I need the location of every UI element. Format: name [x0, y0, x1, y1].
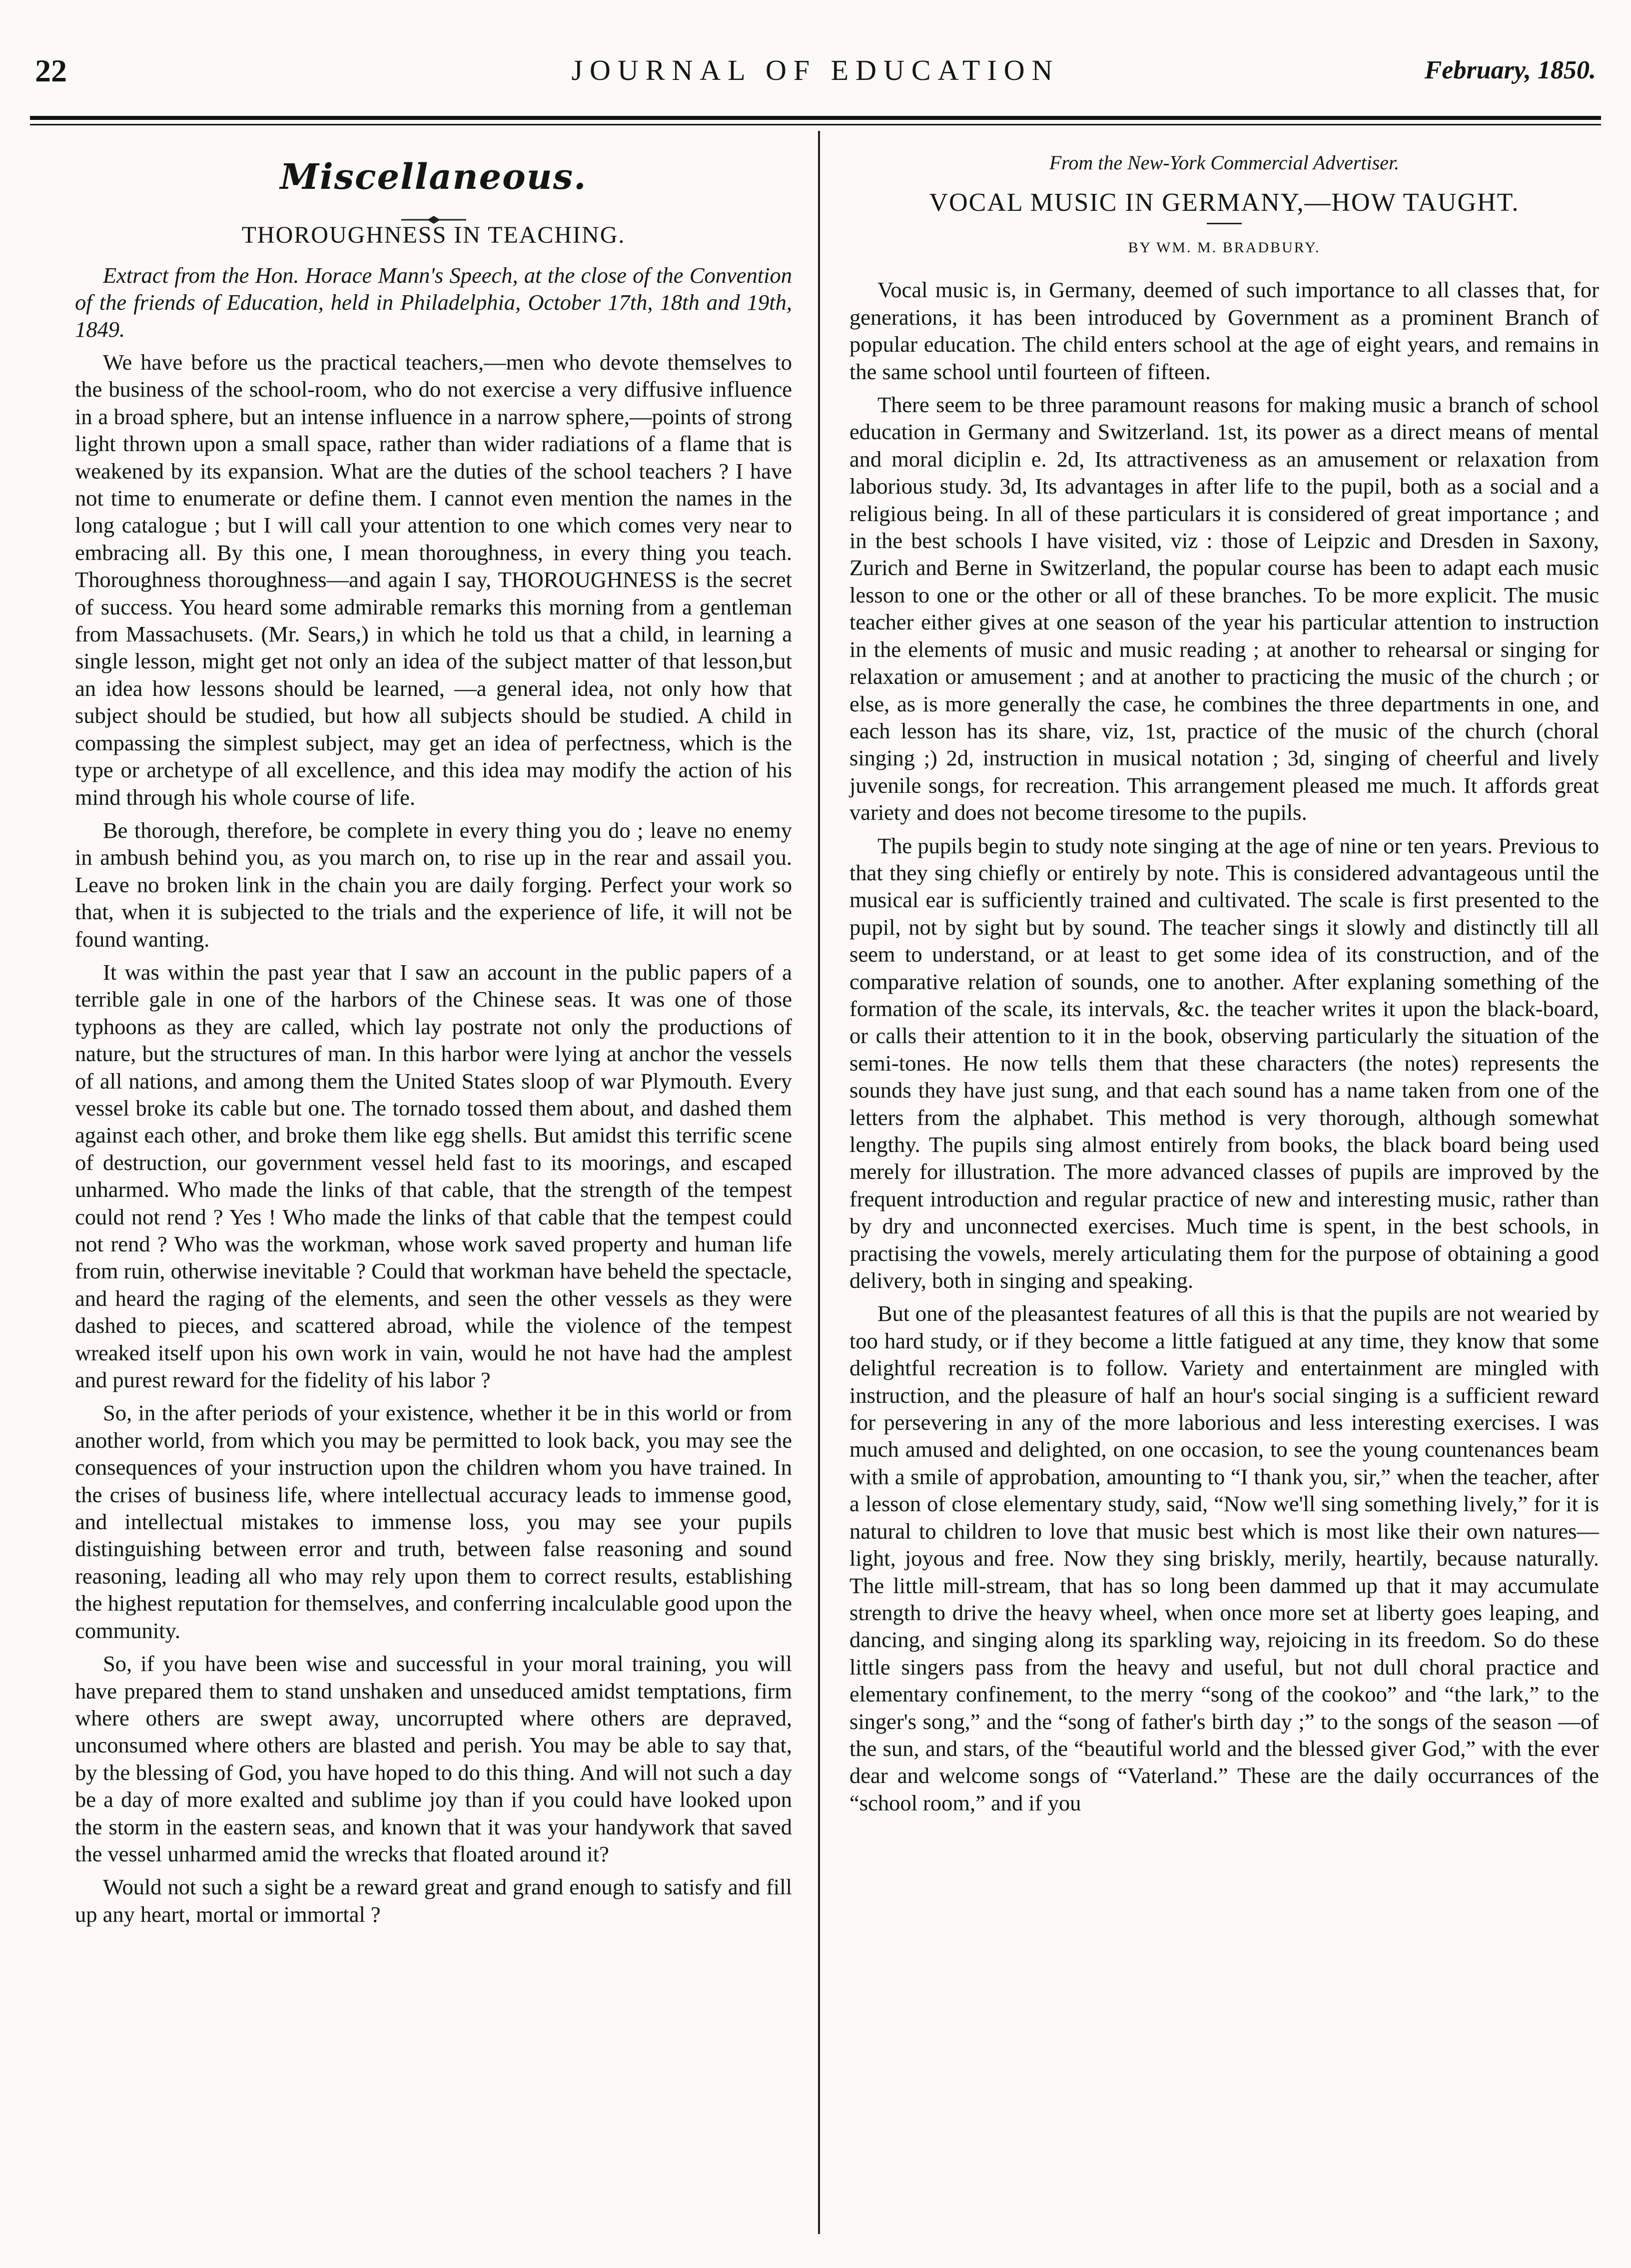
paragraph: It was within the past year that I saw an account in the public papers of a terrible gale in one of the harbors of the Chinese seas. It was one of those typhoons as they are called, which lay postrate not only the productions of nature, but the structures of man. In this harbor were lying at anchor the vessels of all nations, and among them the United States sloop of war Plymouth. Every vessel broke its cable but one. The tornado tossed them about, and dashed them against each other, and broke them like egg shells. But amidst this terrific scene of destruction, our government vessel held fast to its moorings, and escaped unharmed. Who made the links of that cable, that the strength of the tempest could not rend ? Yes ! Who made the links of that cable that the tempest could not rend ? Who was the workman, whose work saved property and human life from ruin, otherwise inevitable ? Could that workman have beheld the spectacle, and heard the raging of the elements, and seen the other vessels as they were dashed to pieces, and scattered abroad, while the violence of the tempest wreaked itself upon his own work in vain, would he not have had the amplest and purest reward for the fidelity of his labor ? — [75, 959, 792, 1393]
article-title: VOCAL MUSIC IN GERMANY,—HOW TAUGHT. — [929, 188, 1520, 217]
extract-note: Extract from the Hon. Horace Mann's Speech, at the close of the Convention of the friends of Education, held in Philadelphia, October 17th, 18th and 19th, 1849. — [75, 263, 792, 342]
paragraph: Vocal music is, in Germany, deemed of such importance to all classes that, for generations, it has been introduced by Government as a prominent Branch of popular education. The child enters school at the age of eight years, and remains in the same school until fourteen of fifteen. — [849, 277, 1599, 384]
issue-date: February, 1850. — [1424, 56, 1596, 84]
journal-title: JOURNAL OF EDUCATION — [571, 54, 1060, 86]
paragraph: So, in the after periods of your existence, whether it be in this world or from another world, from which you may be permitted to look back, you may see the consequences of your instruction upon the children whom you have trained. In the crises of business life, where intellectual accuracy leads to immense good, and intellectual mistakes to immense loss, you may see your pupils distinguishing between error and truth, between false reasoning and sound reasoning, leading all who may rely upon them to correct results, establishing the highest reputation for themselves, and conferring incalculable good upon the community. — [75, 1400, 792, 1643]
source-note: From the New-York Commercial Advertiser. — [1049, 151, 1400, 174]
ornament-divider — [75, 204, 792, 216]
paragraph: We have before us the practical teachers,—men who devote themselves to the business of the school-room, who do not exercise a very diffusive influence in a broad sphere, but an intense influence in a narrow sphere,—points of strong light thrown upon a small space, rather than wider radiations of a flame that is weakened by its expansion. What are the duties of the school teachers ? I have not time to enumerate or define them. I cannot even mention the names in the long catalogue ; but I will call your attention to one which comes very near to embracing all. By this one, I mean thoroughness, in every thing you teach. Thoroughness thoroughness—and again I say, THOROUGHNESS is the secret of success. You heard some admirable remarks this morning from a gentleman from Massachusets. (Mr. Sears,) in which he told us that a child, in learning a single lesson, might get not only an idea of the subject matter of that lesson,but an idea how lessons should be learned, —a general idea, not only how that subject should be studied, but how all subjects should be studied. A child in compassing the simplest subject, may get an idea of perfectness, which is the type or archetype of all excellence, and this idea may modify the action of his mind through his whole course of life. — [75, 350, 792, 810]
byline: BY WM. M. BRADBURY. — [1128, 239, 1321, 256]
paragraph: Be thorough, therefore, be complete in every thing you do ; leave no enemy in ambush behind you, as you march on, to rise up in the rear and assail you. Leave no broken link in the chain you are daily forging. Perfect your work so that, when it is subjected to the trials and the experience of life, it will not be found wanting. — [75, 817, 792, 952]
paragraph: So, if you have been wise and successful in your moral training, you will have prepared them to stand unshaken and unseduced amidst temptations, firm where others are swept away, uncorrupted where others are depraved, unconsumed where others are blasted and perish. You may be able to say that, by the blessing of God, you have hoped to do this thing. And will not such a day be a day of more exalted and sublime joy than if you could have looked upon the storm in the eastern seas, and known that it was your handywork that saved the vessel unharmed amid the wrecks that floated around it? — [75, 1651, 792, 1866]
header-rule-thin — [30, 124, 1601, 125]
section-heading: Miscellaneous. — [280, 156, 587, 197]
paragraph: Would not such a sight be a reward great and grand enough to satisfy and fill up any heart, mortal or immortal ? — [75, 1874, 792, 1927]
page-header — [35, 52, 1596, 92]
paragraph: But one of the pleasantest features of all this is that the pupils are not wearied by too hard study, or if they become a little fatigued at any time, they know that some delightful recreation is to follow. Variety and entertainment are mingled with instruction, and the pleasure of half an hour's social singing is a sufficient reward for persevering in any of the more laborious and less interesting exercises. I was much amused and delighted, on one occasion, to see the young countenances beam with a smile of approbation, amounting to “I thank you, sir,” when the teacher, after a lesson of close elementary study, said, “Now we'll sing something lively,” for it is natural to children to love that music best which is most like their own natures—light, joyous and free. Now they sing briskly, merily, heartily, because naturally. The little mill-stream, that has so long been dammed up that it may accumulate strength to drive the heavy wheel, when once more set at liberty goes leaping, and dancing, and singing along its sparkling way, rejoicing in its freedom. So do these little singers pass from the heavy and useful, but not dull choral practice and elementary confinement, to the merry “song of the cookoo” and “the lark,” to the singer's song,” and the “song of father's birth day ;” to the songs of the season —of the sun, and stars, of the “beautiful world and the blessed giver God,” with the ever dear and welcome songs of “Vaterland.” These are the daily occurrances of the “school room,” and if you — [849, 1301, 1599, 1815]
page-number: 22 — [35, 53, 67, 88]
paragraph: The pupils begin to study note singing at the age of nine or ten years. Previous to that they sing chiefly or entirely by note. This is considered advantageous until the musical ear is sufficiently trained and cultivated. The scale is first presented to the pupil, not by sight but by sound. The teacher sings it slowly and distinctly till all seem to understand, or at least to get some idea of its construction, and of the comparative relation of sounds, one to another. After explaning something of the formation of the scale, its intervals, &c. the teacher writes it upon the black-board, or calls their attention to it in the book, observing particularly the situation of the semi-tones. He now tells them that these characters (the notes) represents the sounds they have just sung, and that each sound has a name taken from one of the letters from the alphabet. This method is very thorough, although somewhat lengthy. The pupils sing almost entirely from books, the black board being used merely for illustration. The more advanced classes of pupils are improved by the frequent introduction and regular practice of new and interesting music, rather than by dry and unconnected exercises. Much time is spent, in the best schools, in practising the vowels, merely articulating them for the purpose of obtaining a good delivery, both in singing and speaking. — [849, 833, 1599, 1293]
paragraph: There seem to be three paramount reasons for making music a branch of school education in Germany and Switzerland. 1st, its power as a direct means of mental and moral diciplin e. 2d, Its attractiveness as an amusement or relaxation from laborious study. 3d, Its advantages in after life to the pupil, both as a social and a religious being. In all of these particulars it is considered of great importance ; and in the best schools I have visited, viz : those of Leipzic and Dresden in Saxony, Zurich and Berne in Switzerland, the popular course has been to adapt each music lesson to one or the other or all of these branches. To be more explicit. The music teacher either gives at one season of the year his particular attention to instruction in the elements of music and music reading ; at another to rehearsal or singing for relaxation or amusement ; and at another to practicing the music of the church ; or else, as is more generally the case, he combines the three departments in one, and each lesson has its share, viz, 1st, practice of the music of the church (choral singing ;) 2d, instruction in musical notation ; 3d, singing of cheerful and lively juvenile songs, for recreation. This arrangement pleased me much. It affords great variety and does not become tiresome to the pupils. — [849, 392, 1599, 825]
title-rule — [1207, 223, 1242, 224]
article-title: THOROUGHNESS IN TEACHING. — [241, 222, 626, 248]
column-divider — [818, 131, 820, 2234]
header-rule-thick — [30, 116, 1601, 120]
left-column — [75, 150, 792, 1934]
right-column — [849, 150, 1599, 1822]
